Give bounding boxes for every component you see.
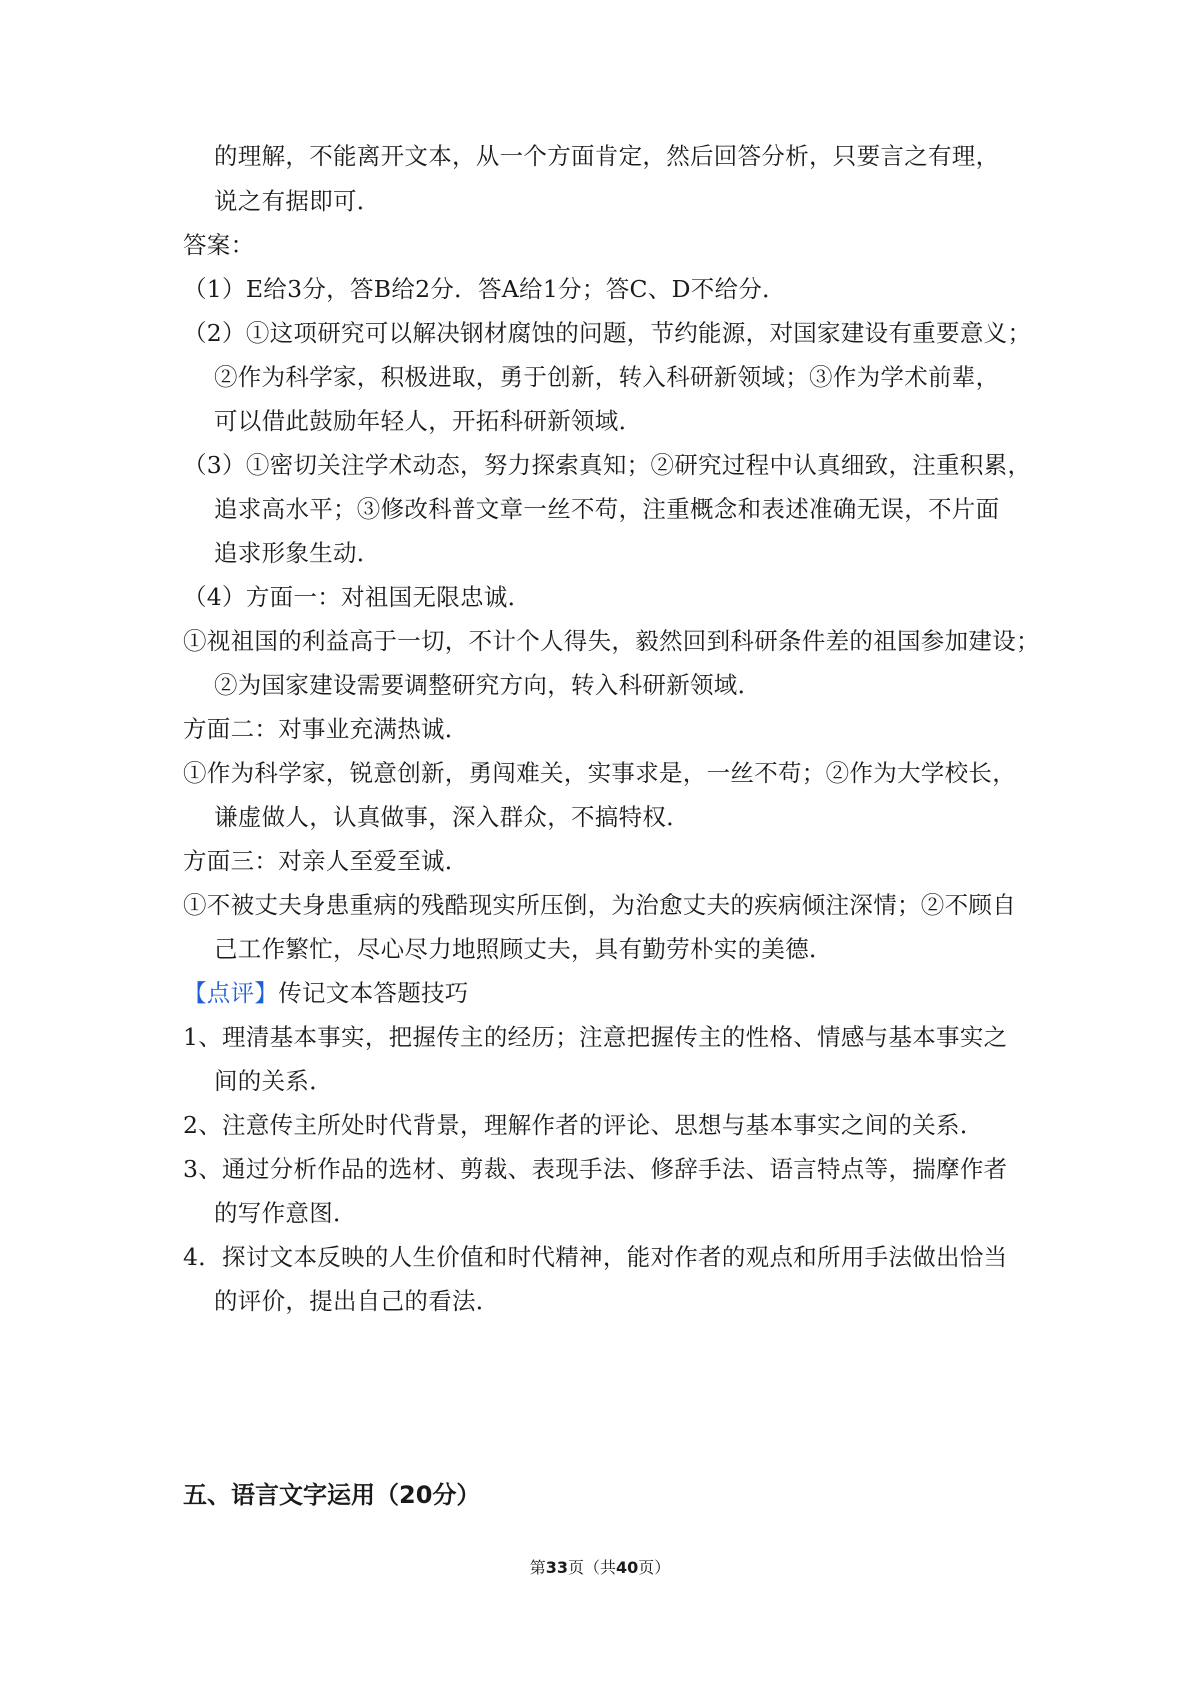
footer-page-number: 33 [545,1558,568,1577]
text-line: 追求形象生动． [214,539,381,567]
footer-suffix: 页） [638,1558,671,1577]
comment-tag: 【点评】 [183,979,279,1007]
text-line: ①作为科学家，锐意创新，勇闯难关，实事求是，一丝不苟；②作为大学校长， [183,759,1016,787]
text-line: 己工作繁忙，尽心尽力地照顾丈夫，具有勤劳朴实的美德． [214,935,833,963]
text-line: 说之有据即可． [214,187,381,215]
text-line: 可以借此鼓励年轻人，开拓科研新领域． [214,407,643,435]
text-line: 间的关系． [214,1067,333,1095]
answer-item-2: （2）①这项研究可以解决钢材腐蚀的问题，节约能源，对国家建设有重要意义； [183,319,1032,347]
answer-item-1: （1）E给3分，答B给2分．答A给1分；答C、D不给分． [183,275,786,303]
comment-title: 传记文本答题技巧 [278,979,469,1007]
footer-middle: 页（共 [567,1558,616,1577]
tip-item-3: 3、通过分析作品的选材、剪裁、表现手法、修辞手法、语言特点等，揣摩作者 [183,1155,1008,1183]
answer-label: 答案： [183,231,255,259]
answer-item-3: （3）①密切关注学术动态，努力探索真知；②研究过程中认真细致，注重积累， [183,451,1032,479]
text-line: 的理解，不能离开文本，从一个方面肯定，然后回答分析，只要言之有理， [214,142,1000,170]
page-footer [0,1558,1200,1578]
text-line: 追求高水平；③修改科普文章一丝不苟，注重概念和表述准确无误，不片面 [214,495,1000,523]
footer-prefix: 第 [529,1558,546,1577]
text-line: 谦虚做人，认真做事，深入群众，不搞特权． [214,803,690,831]
text-line: ②为国家建设需要调整研究方向，转入科研新领域． [214,671,762,699]
text-line: ①视祖国的利益高于一切，不计个人得失，毅然回到科研条件差的祖国参加建设； [183,627,1040,655]
tip-item-1: 1、理清基本事实，把握传主的经历；注意把握传主的性格、情感与基本事实之 [183,1023,1008,1051]
text-line: 的评价，提出自己的看法． [214,1287,500,1315]
aspect-three-heading: 方面三：对亲人至爱至诚． [183,847,469,875]
text-line: 的写作意图． [214,1199,357,1227]
text-line: ②作为科学家，积极进取，勇于创新，转入科研新领域；③作为学术前辈， [214,363,1000,391]
tip-item-2: 2、注意传主所处时代背景，理解作者的评论、思想与基本事实之间的关系． [183,1111,984,1139]
section-heading: 五、语言文字运用（20分） [183,1481,481,1509]
aspect-two-heading: 方面二：对事业充满热诚． [183,715,469,743]
tip-item-4: 4．探讨文本反映的人生价值和时代精神，能对作者的观点和所用手法做出恰当 [183,1243,1008,1271]
text-line: ①不被丈夫身患重病的残酷现实所压倒，为治愈丈夫的疾病倾注深情；②不顾自 [183,891,1016,919]
comment-line [183,978,469,1008]
footer-total-pages: 40 [616,1558,639,1577]
answer-item-4: （4）方面一：对祖国无限忠诚． [183,583,532,611]
